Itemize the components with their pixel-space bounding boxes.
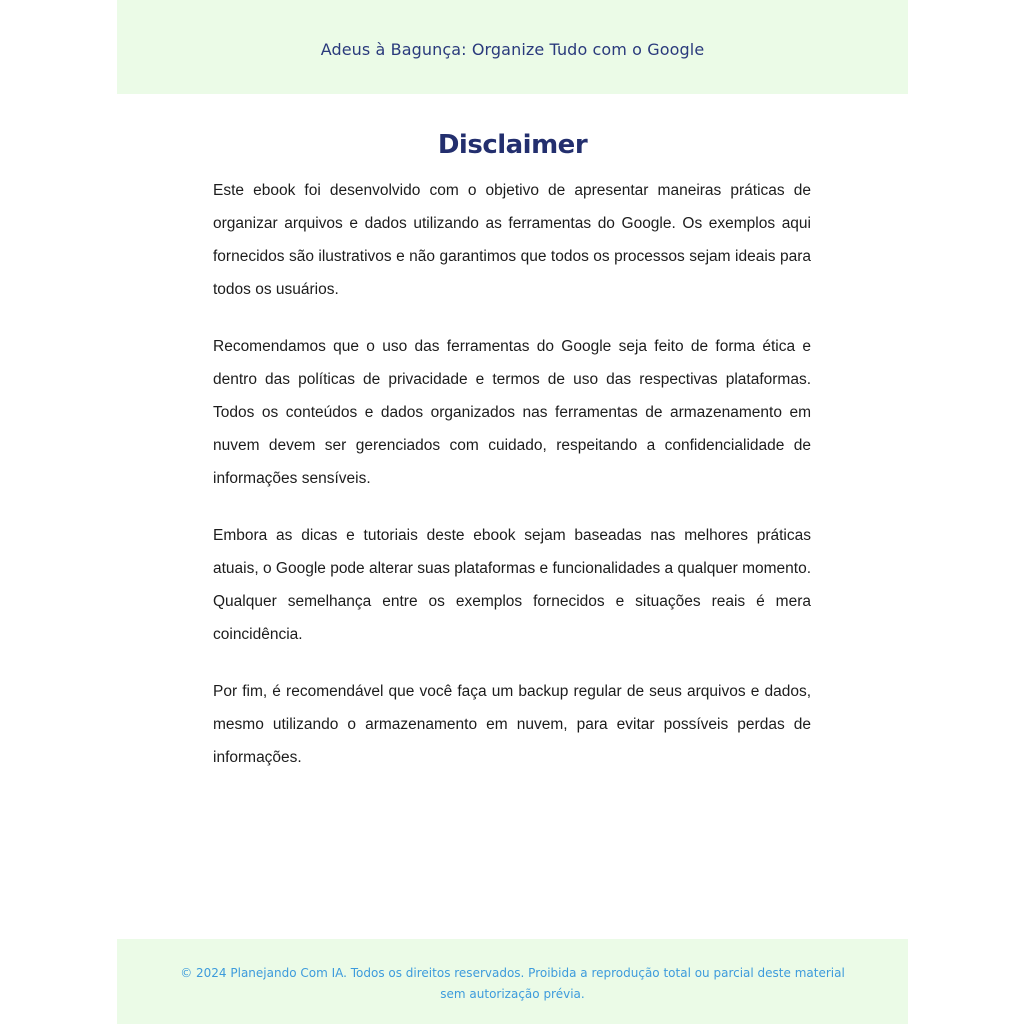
book-title: Adeus à Bagunça: Organize Tudo com o Google — [320, 39, 705, 59]
paragraph-3: Embora as dicas e tutoriais deste ebook sejam baseadas nas melhores práticas atuais, o Google pode alterar suas plataformas e funcionalidades a qualquer momento. Qualquer semelhança entre os exemplos fornecidos e situações reais é mera coincidência. — [213, 527, 811, 643]
disclaimer-body — [213, 174, 811, 798]
paragraph-1: Este ebook foi desenvolvido com o objetivo de apresentar maneiras práticas de organizar arquivos e dados utilizando as ferramentas do Google. Os exemplos aqui fornecidos são ilustrativos e não garantimos que todos os processos sejam ideais para todos os usuários. — [213, 182, 811, 298]
page-header — [117, 0, 908, 94]
ebook-page — [117, 0, 908, 1024]
copyright-notice: © 2024 Planejando Com IA. Todos os direitos reservados. Proibida a reprodução total ou parcial deste material sem autorização prévia. — [180, 966, 845, 1001]
paragraph-2: Recomendamos que o uso das ferramentas do Google seja feito de forma ética e dentro das políticas de privacidade e termos de uso das respectivas plataformas. Todos os conteúdos e dados organizados nas ferramentas de armazenamento em nuvem devem ser gerenciados com cuidado, respeitando a confidencialidade de informações sensíveis. — [213, 338, 811, 487]
page-title: Disclaimer — [437, 130, 588, 160]
paragraph-4: Por fim, é recomendável que você faça um backup regular de seus arquivos e dados, mesmo utilizando o armazenamento em nuvem, para evitar possíveis perdas de informações. — [213, 683, 811, 766]
